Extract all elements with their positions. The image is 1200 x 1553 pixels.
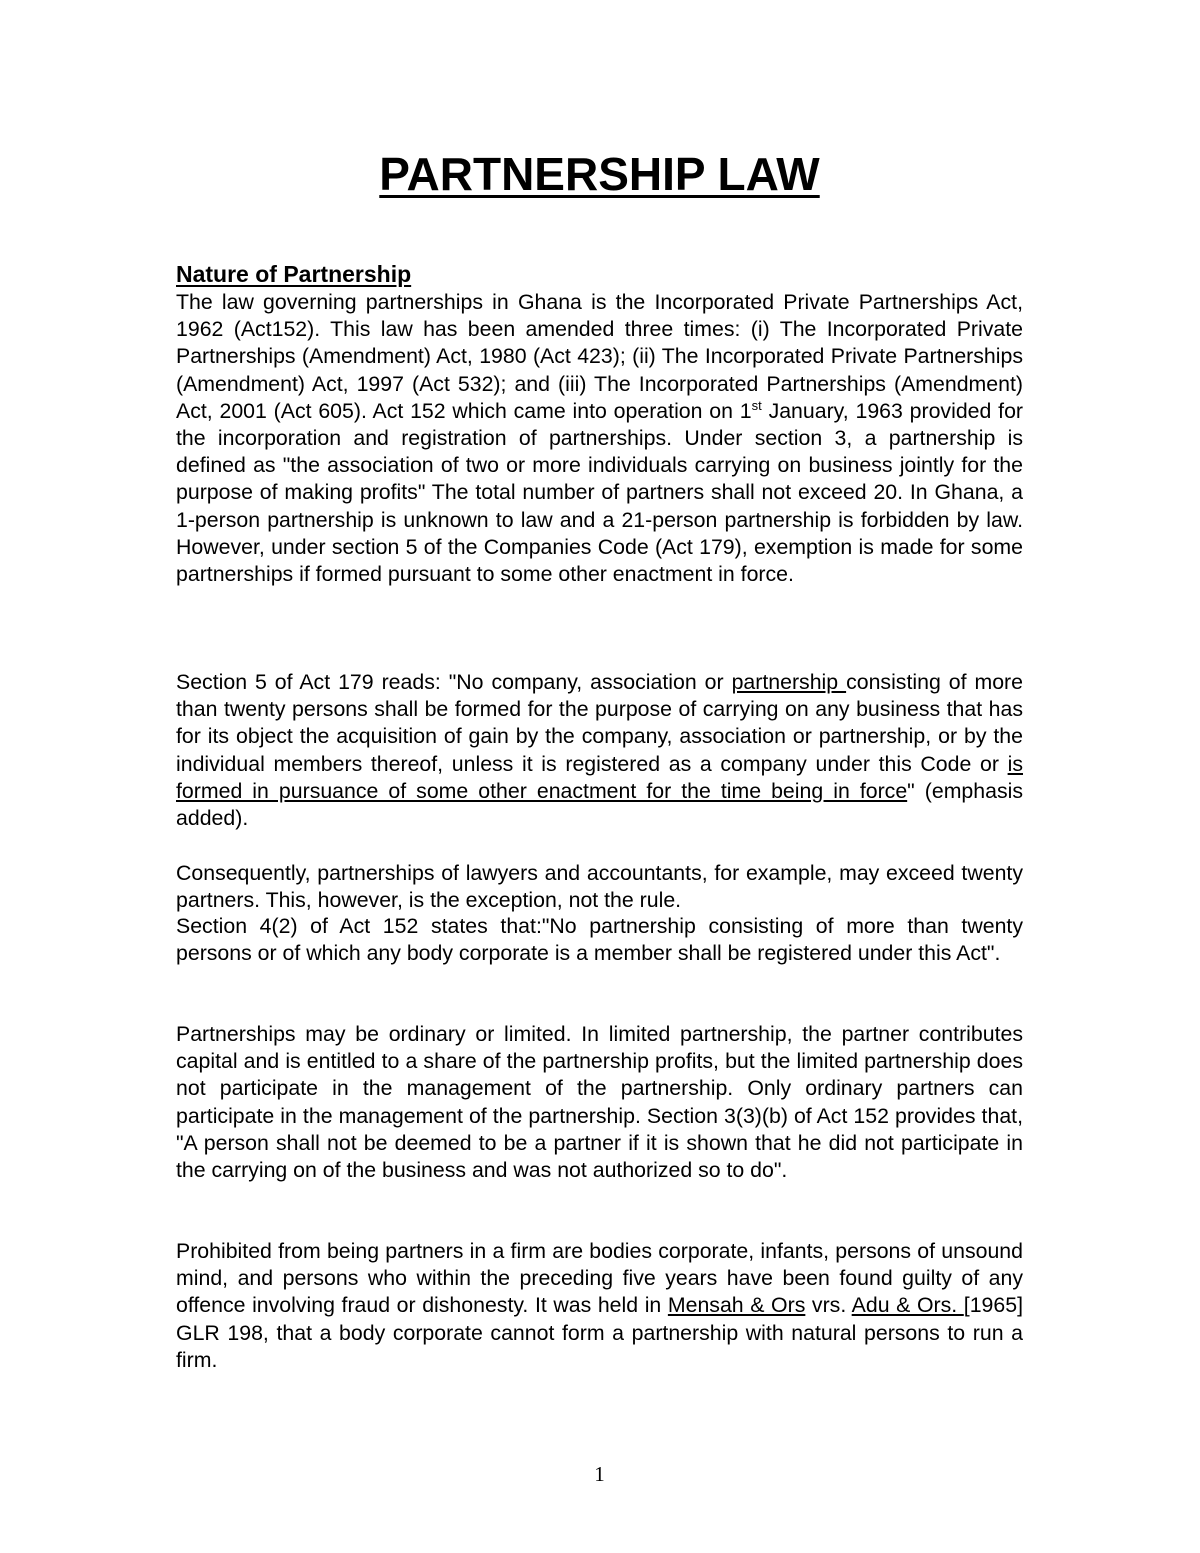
paragraph-text: The law governing partnerships in Ghana is the Incorporated Private Partnerships Act, 1962 (Act152). This law has been amended three times: (i) The Incorporated Private Partnerships (Amendment) Act, 1980 (Act 423); (ii) The Incorporated Private Partnerships (Amendment) Act, 1997 (Act 532); and (iii) The Incorporated Partnerships (Amendment) Act, 2001 (Act 605). Act 152 which came into operation on 1 bbox=[176, 290, 1023, 423]
paragraph-section-5-act-179 bbox=[176, 669, 1023, 832]
case-name-citation: Adu & Ors. bbox=[851, 1293, 964, 1318]
paragraph-text: January, 1963 provided for the incorporation and registration of partnerships. Under section 3, a partnership is defined as "the association of two or more individuals carrying on business jointly for the purpose of making profits" The total number of partners shall not exceed 20. In Ghana, a 1-person partnership is unknown to law and a 21-person partnership is forbidden by law. However, under section 5 of the Companies Code (Act 179), exemption is made for some partnerships if formed pursuant to some other enactment in force. bbox=[176, 398, 1024, 587]
paragraph-section-4-2: Section 4(2) of Act 152 states that:"No partnership consisting of more than twenty persons or of which any body corporate is a member shall be registered under this Act". bbox=[176, 914, 1023, 966]
section-heading: Nature of Partnership bbox=[176, 261, 412, 287]
paragraph-consequently: Consequently, partnerships of lawyers and accountants, for example, may exceed twenty partners. This, however, is the exception, not the rule. bbox=[176, 861, 1023, 913]
paragraph-prohibited-partners bbox=[176, 1238, 1023, 1374]
case-name-citation: Mensah & Ors bbox=[667, 1293, 806, 1318]
underlined-emphasis: partnership bbox=[731, 670, 847, 694]
superscript-ordinal: st bbox=[751, 397, 762, 413]
paragraph-ordinary-or-limited: Partnerships may be ordinary or limited. In limited partnership, the partner contributes capital and is entitled to a share of the partnership profits, but the limited partnership does not participate in the management of the partnership. Only ordinary partners can participate in the management of the partnership. Section 3(3)(b) of Act 152 provides that, "A person shall not be deemed to be a partner if it is shown that he did not participate in the carrying on of the business and was not authorized so to do". bbox=[176, 1022, 1023, 1183]
underlined-emphasis: is formed in pursuance of some other enactment for the time being in force bbox=[176, 751, 1023, 803]
page-number: 1 bbox=[594, 1462, 605, 1486]
paragraph-nature-of-partnership bbox=[176, 289, 1023, 588]
paragraph-text: Prohibited from being partners in a firm are bodies corporate, infants, persons of unsound mind, and persons who within the preceding five years have been found guilty of any offence involving fraud or dishonesty. It was held in bbox=[176, 1239, 1023, 1318]
paragraph-text: vrs. bbox=[805, 1293, 852, 1318]
paragraph-text: consisting of more than twenty persons shall be formed for the purpose of carrying on any business that has for its object the acquisition of gain by the company, association or partnership, or by the individual members thereof, unless it is registered as a company under this Code or bbox=[176, 670, 1023, 776]
document-title: PARTNERSHIP LAW bbox=[379, 148, 820, 200]
paragraph-text: [1965] GLR 198, that a body corporate cannot form a partnership with natural persons to run a firm. bbox=[176, 1293, 1023, 1372]
paragraph-text: Section 5 of Act 179 reads: "No company, association or bbox=[176, 670, 732, 694]
paragraph-text: " (emphasis added). bbox=[176, 778, 1023, 831]
